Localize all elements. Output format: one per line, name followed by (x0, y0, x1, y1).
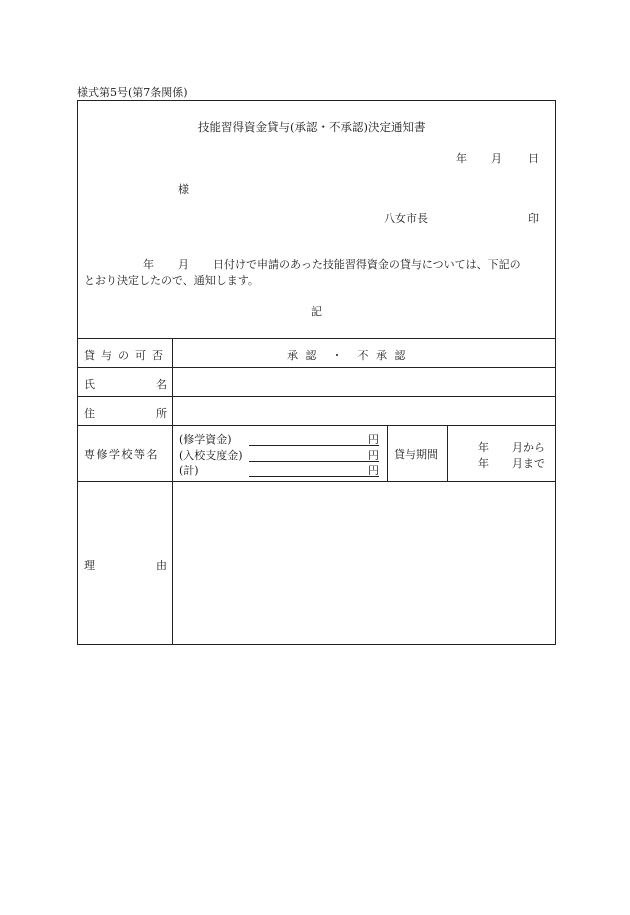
reason-label-second: 由 (156, 559, 167, 572)
row-divider-1 (77, 367, 556, 368)
body-text-line1: 日付けで申請のあった技能習得資金の貸与については、下記の (213, 258, 521, 271)
fee-label-total: (計) (179, 464, 199, 477)
date-day: 日 (528, 152, 539, 165)
document-title: 技能習得資金貸与(承認・不承認)決定通知書 (198, 120, 426, 134)
address-label-first: 住 (84, 407, 95, 420)
approval-value: 承 認 ・ 不 承 認 (287, 349, 408, 362)
approval-label: 貸与の可否 (84, 349, 169, 362)
row-divider-4 (77, 481, 556, 482)
row-divider-2 (77, 396, 556, 397)
reason-label-first: 理 (84, 559, 95, 572)
row-divider-3 (77, 425, 556, 426)
fee-label-preparation: (入校支度金) (179, 449, 243, 462)
period-from-year: 年 (478, 441, 489, 454)
address-label-second: 所 (156, 407, 167, 420)
issuer-name: 八女市長 (384, 212, 428, 225)
seal-mark: 印 (528, 212, 539, 225)
period-column-divider (447, 425, 448, 481)
fee-unit-total: 円 (368, 464, 379, 477)
body-month: 月 (178, 258, 189, 271)
fee-column-divider (387, 425, 388, 481)
label-column-divider (172, 338, 173, 645)
notice-frame (77, 100, 556, 645)
fee-unit-preparation: 円 (368, 449, 379, 462)
body-year: 年 (143, 258, 154, 271)
fee-line-total (249, 476, 379, 477)
fee-line-preparation (249, 461, 379, 462)
addressee-suffix: 様 (178, 183, 189, 196)
period-from: 月から (512, 441, 545, 454)
date-year: 年 (456, 152, 467, 165)
ki-marker: 記 (311, 305, 322, 318)
fee-unit-tuition: 円 (368, 433, 379, 446)
period-to: 月まで (512, 457, 545, 470)
table-top-line (77, 338, 556, 339)
name-label-second: 名 (156, 378, 167, 391)
period-label: 貸与期間 (394, 448, 438, 461)
period-to-year: 年 (478, 457, 489, 470)
fee-line-tuition (249, 445, 379, 446)
form-reference: 様式第5号(第7条関係) (77, 86, 188, 99)
school-label: 専修学校等名 (84, 448, 159, 461)
date-month: 月 (491, 152, 502, 165)
name-label-first: 氏 (84, 378, 95, 391)
fee-label-tuition: (修学資金) (179, 433, 232, 446)
body-text-line2: とおり決定したので、通知します。 (84, 274, 259, 287)
